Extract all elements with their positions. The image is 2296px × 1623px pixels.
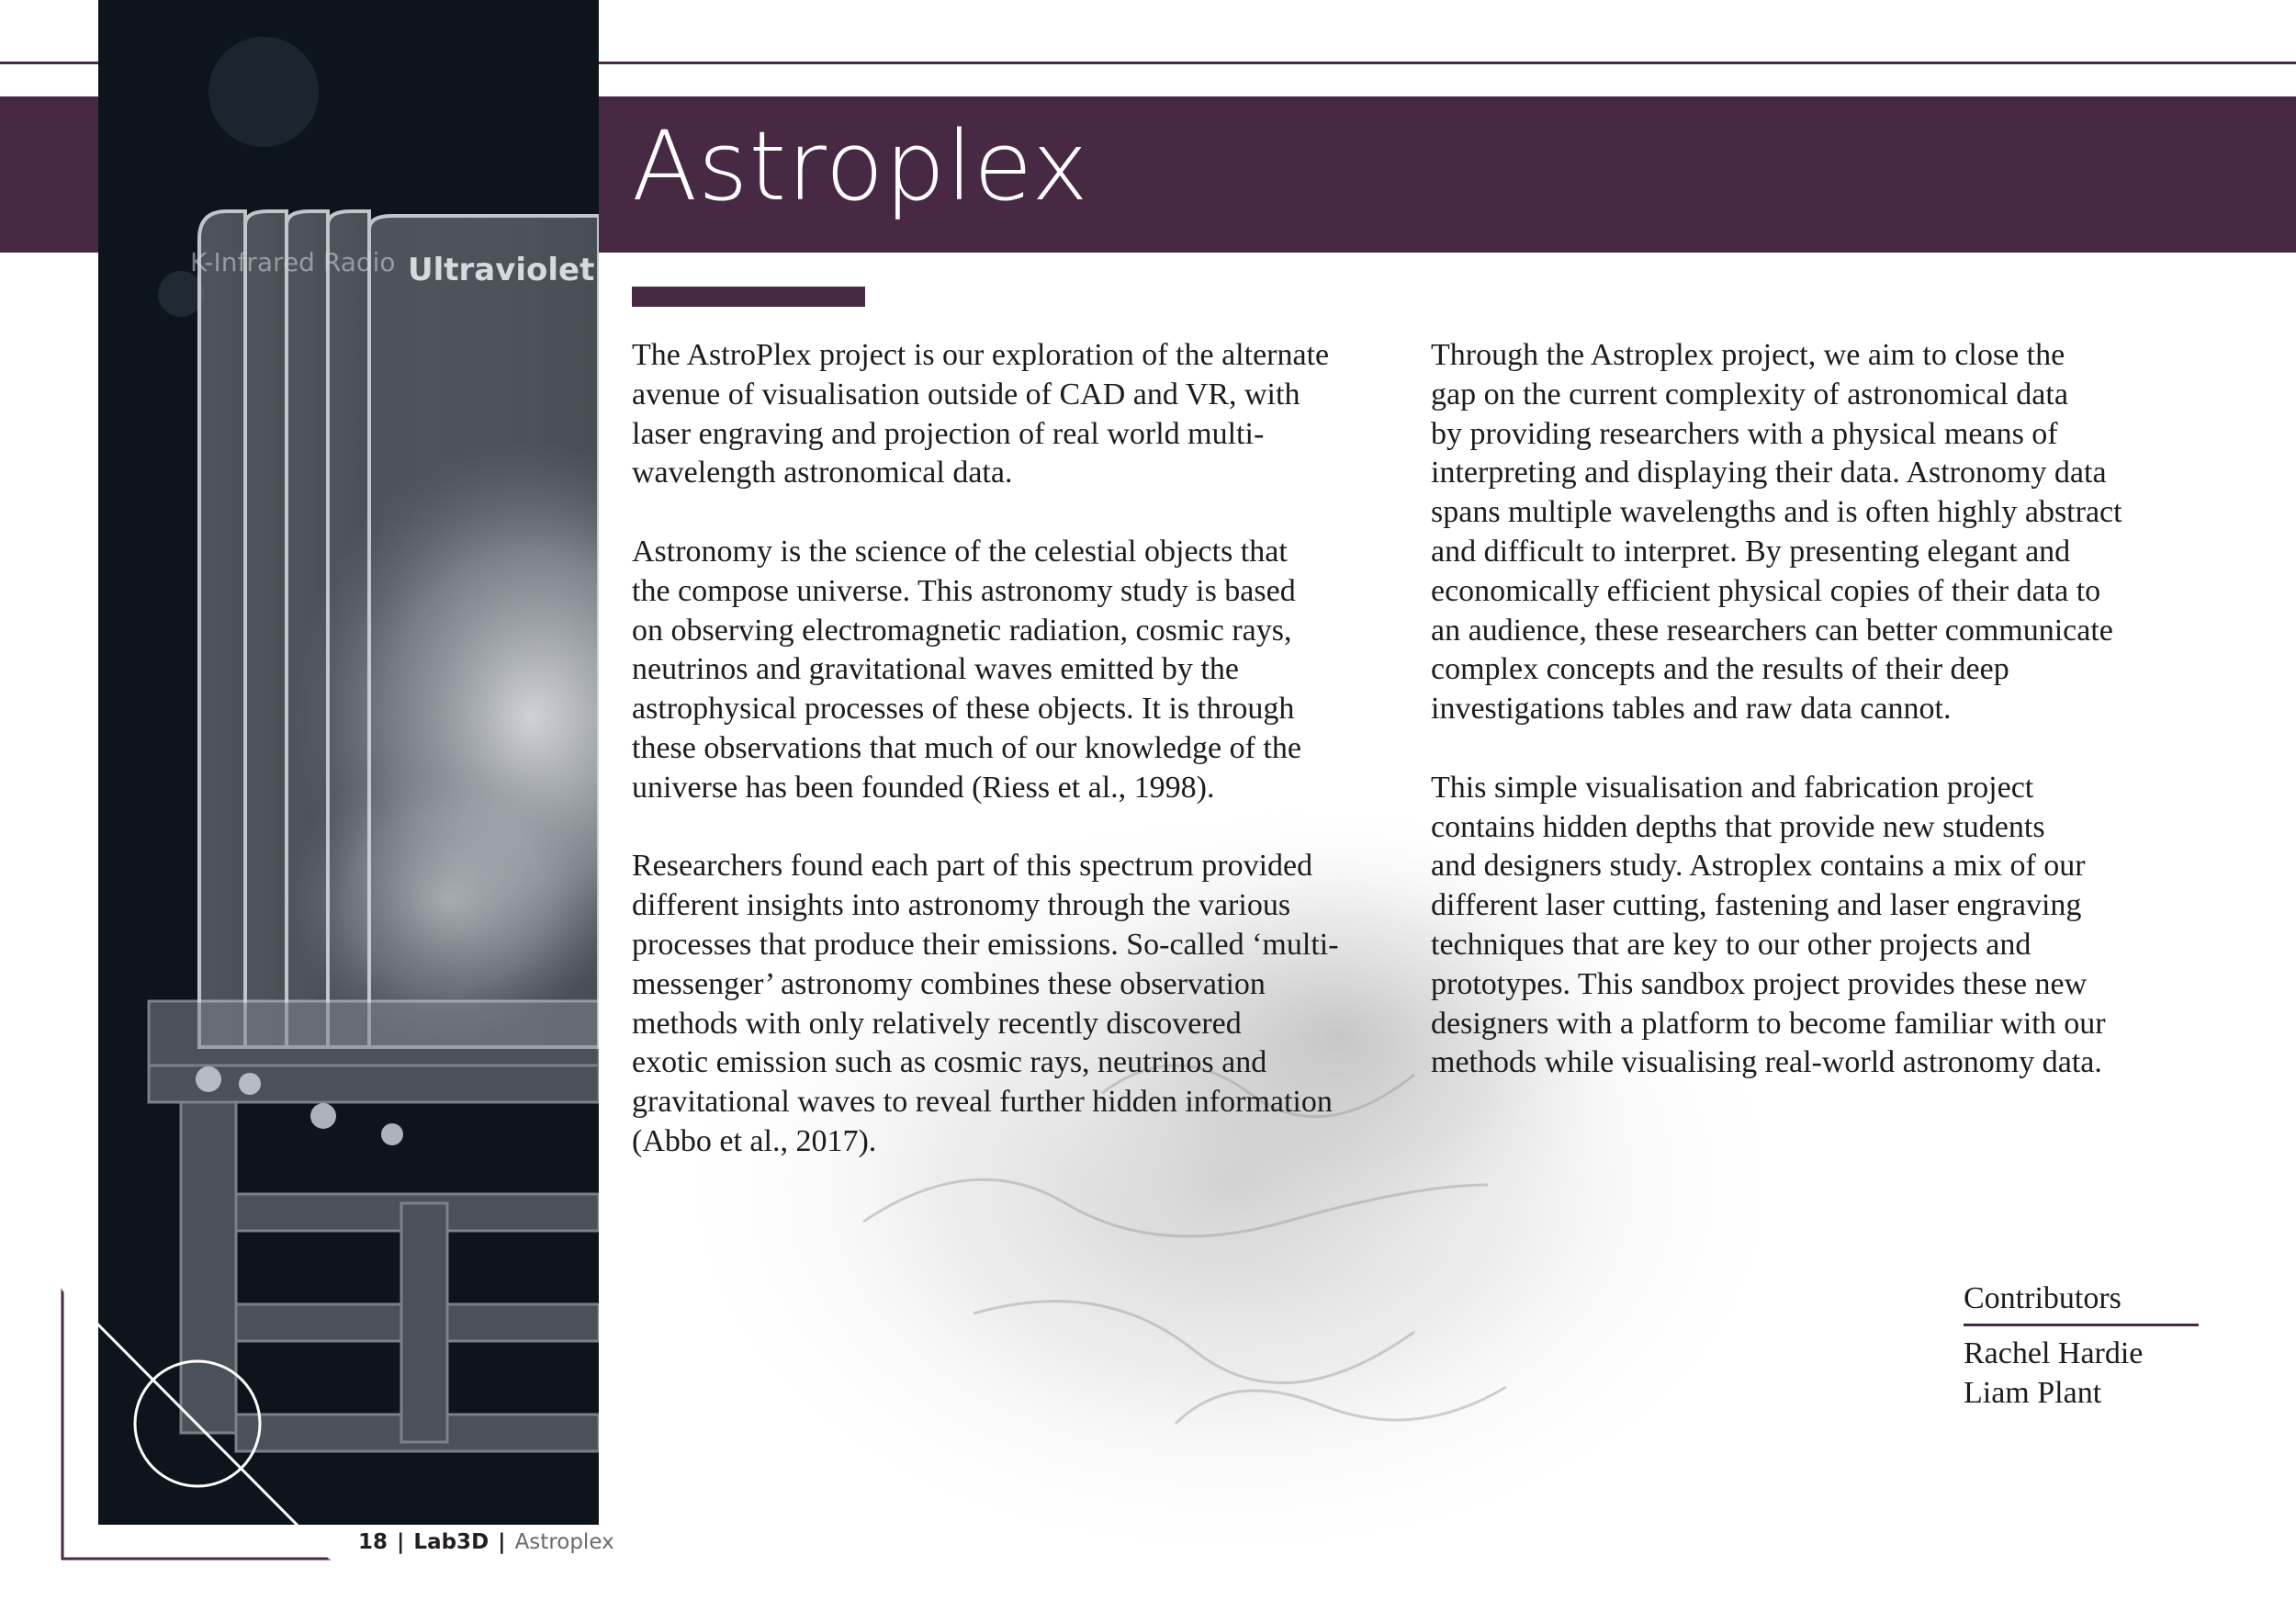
paragraph: Researchers found each part of this spectrum provided different insights into astronomy through the various processes that produce their emissions. So-called ‘multi- messenger’ astronomy combines these observation methods with only relatively recently discovered exotic emission such as cosmic rays, neutrinos and gravitational waves to reveal further hidden information (Abbo et al., 2017). xyxy=(632,849,1339,1158)
footer-separator: | xyxy=(397,1530,405,1554)
contributor-name: Rachel Hardie xyxy=(1964,1336,2144,1370)
engraved-overlap-labels: K-Infrared Radio xyxy=(190,247,396,277)
body-column-left xyxy=(632,336,1417,1201)
footer-separator: | xyxy=(498,1530,506,1554)
lab3d-logo: Lab3D xyxy=(413,1530,490,1554)
corner-triangle-decoration xyxy=(55,1281,349,1566)
paragraph: The AstroPlex project is our exploration of the alternate avenue of visualisation outside of CAD and VR, with laser engraving and projection of real world multi- wavelength astronomical data. xyxy=(632,338,1330,490)
page-title: Astroplex xyxy=(632,110,1089,222)
contributors-block xyxy=(1964,1279,2199,1413)
contributors-heading: Contributors xyxy=(1964,1279,2199,1326)
page-footer xyxy=(358,1530,614,1554)
paragraph: This simple visualisation and fabrication project contains hidden depths that provide new students and designers study. Astroplex contains a mix of our different laser cutting, fastening and laser engraving techniques that are key to our other projects and prototypes. This sandbox project provides these new designers with a platform to become familiar with our methods while visualising real-world astronomy data. xyxy=(1431,770,2106,1080)
paragraph: Through the Astroplex project, we aim to close the gap on the current complexity of astronomical data by providing researchers with a physical means of interpreting and displaying their data. Astronomy data spans multiple wavelengths and is often highly abstract and difficult to interpret. By presenting elegant and economically efficient physical copies of their data to an audience, these researchers can better communicate complex concepts and the results of their deep investigations tables and raw data cannot. xyxy=(1431,338,2122,727)
contributor-name: Liam Plant xyxy=(1964,1376,2102,1410)
page-number: 18 xyxy=(358,1530,388,1554)
accent-bar xyxy=(632,287,865,307)
paragraph: Astronomy is the science of the celestial objects that the compose universe. This astronomy study is based on observing electromagnetic radiation, cosmic rays, neutrinos and gravitational waves emitted by the astrophysical processes of these objects. It is through these observations that much of our knowledge of the universe has been founded (Riess et al., 1998). xyxy=(632,534,1301,805)
footer-section-name: Astroplex xyxy=(514,1530,614,1554)
body-column-right xyxy=(1431,336,2221,1122)
engraved-ultraviolet-label: Ultraviolet xyxy=(408,252,595,288)
